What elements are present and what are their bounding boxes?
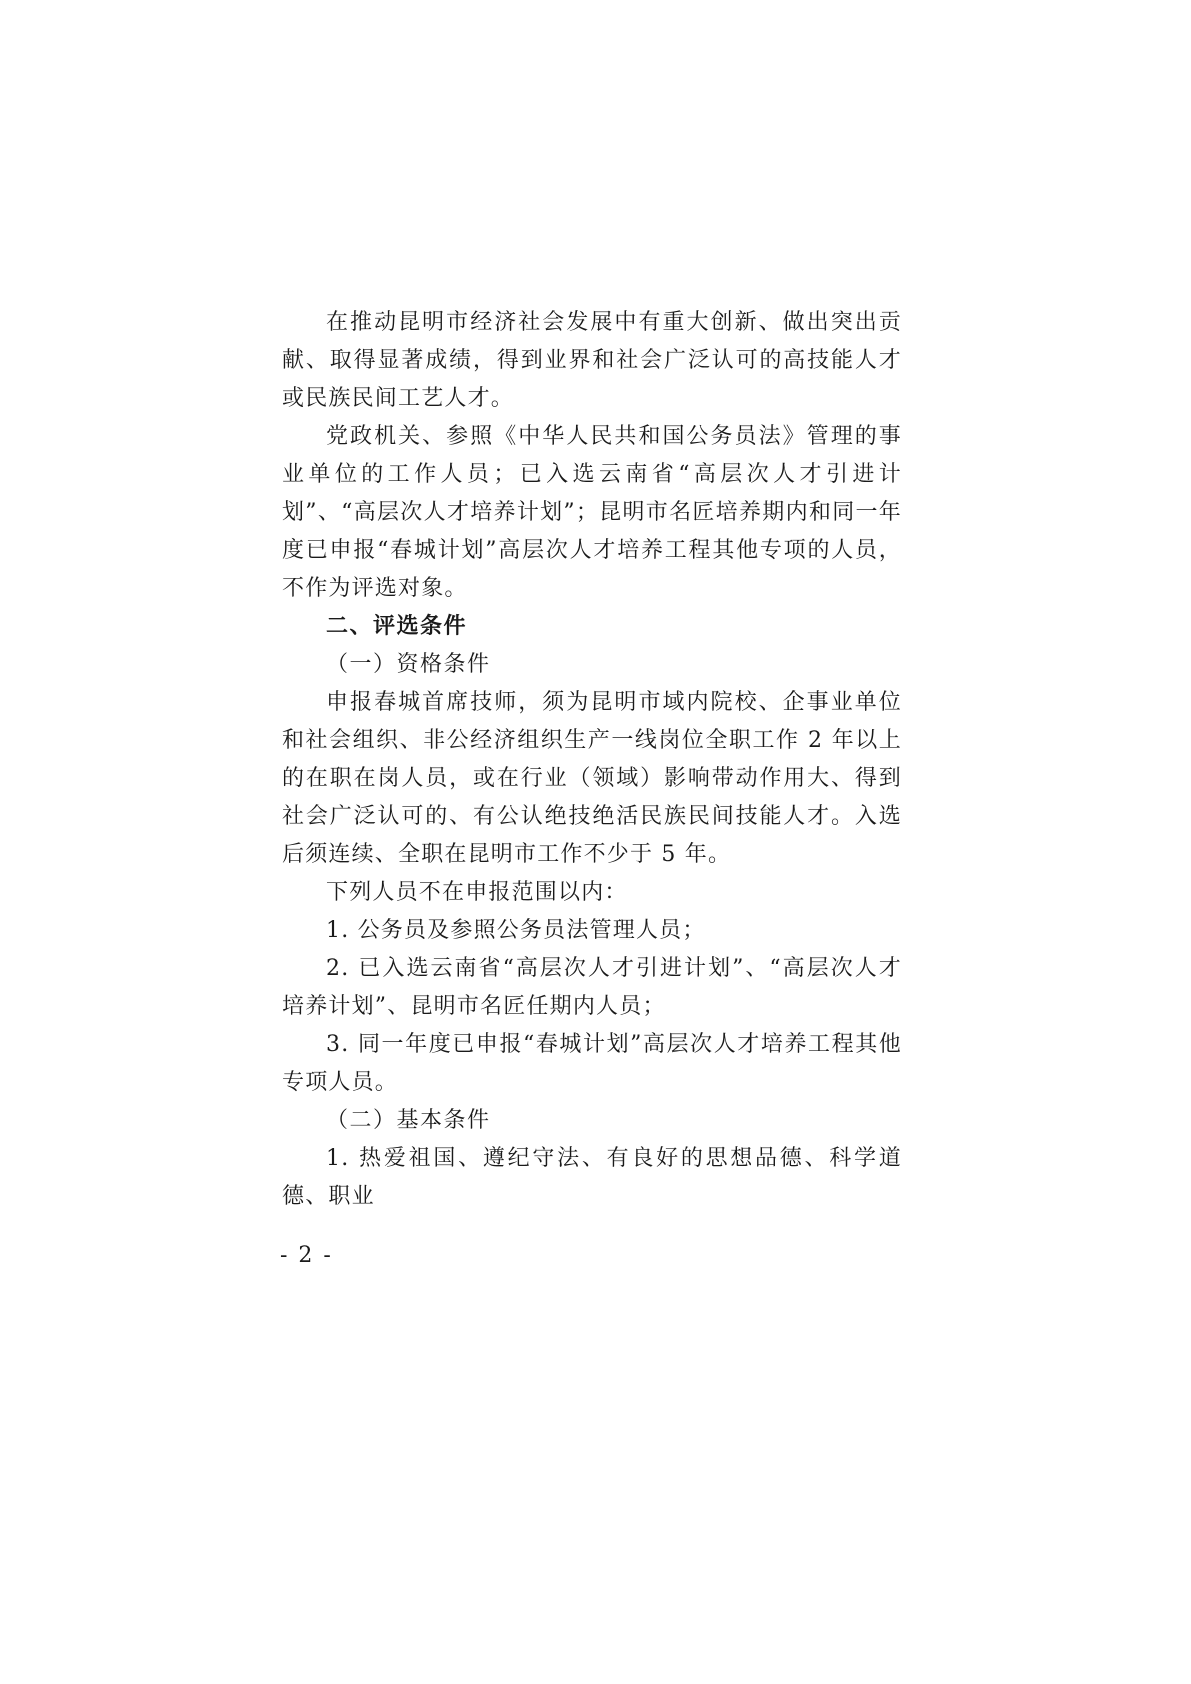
subsection-heading-basic-conditions: （二）基本条件 — [326, 1108, 491, 1133]
paragraph-exclusions: 党政机关、参照《中华人民共和国公务员法》管理的事业单位的工作人员；已入选云南省“高层次人才引进计划”、“高层次人才培养计划”；昆明市名匠培养期内和同一年度已申报“春城计划”高层次人才培养工程其他专项的人员，不作为评选对象。 — [282, 424, 902, 601]
paragraph-qualification-details: 申报春城首席技师，须为昆明市域内院校、企事业单位和社会组织、非公经济组织生产一线岗位全职工作 2 年以上的在职在岗人员，或在行业（领域）影响带动作用大、得到社会广泛认可的、有公认绝技绝活民族民间技能人才。入选后须连续、全职在昆明市工作不少于 5 年。 — [282, 690, 902, 867]
section-heading-evaluation-conditions: 二、评选条件 — [326, 614, 468, 639]
page-number: - 2 - — [280, 1243, 333, 1268]
subsection-heading-qualification: （一）资格条件 — [326, 652, 491, 677]
paragraph-recognition-criteria: 在推动昆明市经济社会发展中有重大创新、做出突出贡献、取得显著成绩，得到业界和社会广泛认可的高技能人才或民族民间工艺人才。 — [282, 310, 902, 411]
list-item-1: 1. 公务员及参照公务员法管理人员； — [326, 918, 706, 943]
list-item-3: 3. 同一年度已申报“春城计划”高层次人才培养工程其他专项人员。 — [282, 1032, 902, 1095]
basic-condition-item-1: 1. 热爱祖国、遵纪守法、有良好的思想品德、科学道德、职业 — [282, 1146, 902, 1209]
page-body — [282, 304, 902, 1216]
list-item-2: 2. 已入选云南省“高层次人才引进计划”、“高层次人才培养计划”、昆明市名匠任期内人员； — [282, 956, 902, 1019]
paragraph-excluded-intro: 下列人员不在申报范围以内： — [326, 880, 628, 905]
